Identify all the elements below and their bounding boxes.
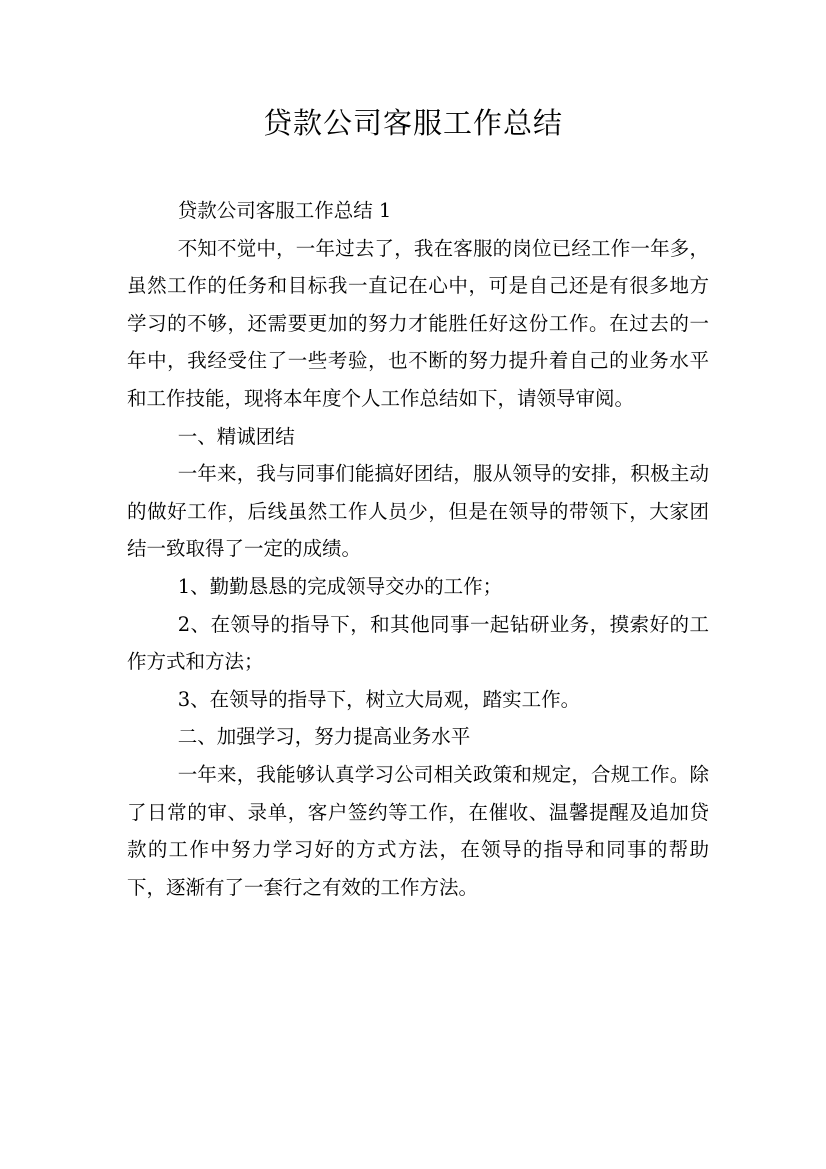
document-body: [127, 192, 709, 906]
paragraph: 一年来，我与同事们能搞好团结，服从领导的安排，积极主动的做好工作，后线虽然工作人员少，但是在领导的带领下，大家团结一致取得了一定的成绩。: [127, 462, 709, 561]
list-item: 3、在领导的指导下，树立大局观，踏实工作。: [177, 687, 581, 711]
section-heading: 贷款公司客服工作总结 1: [177, 199, 392, 222]
document-title: 贷款公司客服工作总结: [262, 106, 563, 140]
paragraph: 不知不觉中，一年过去了，我在客服的岗位已经工作一年多，虽然工作的任务和目标我一直记在心中，可是自己还是有很多地方学习的不够，还需要更加的努力才能胜任好这份工作。在过去的一年中，我经受住了一些考验，也不断的努力提升着自己的业务水平和工作技能，现将本年度个人工作总结如下，请领导审阅。: [127, 236, 709, 410]
subsection-heading: 二、加强学习，努力提高业务水平: [177, 725, 471, 749]
list-item: 2、在领导的指导下，和其他同事一起钻研业务，摸索好的工作方式和方法；: [127, 612, 709, 674]
paragraph: 一年来，我能够认真学习公司相关政策和规定，合规工作。除了日常的审、录单，客户签约等工作，在催收、温馨提醒及追加贷款的工作中努力学习好的方式方法，在领导的指导和同事的帮助下，逐渐有了一套行之有效的工作方法。: [127, 762, 709, 899]
list-item: 1、勤勤恳恳的完成领导交办的工作；: [177, 574, 503, 598]
subsection-heading: 一、精诚团结: [177, 424, 295, 448]
